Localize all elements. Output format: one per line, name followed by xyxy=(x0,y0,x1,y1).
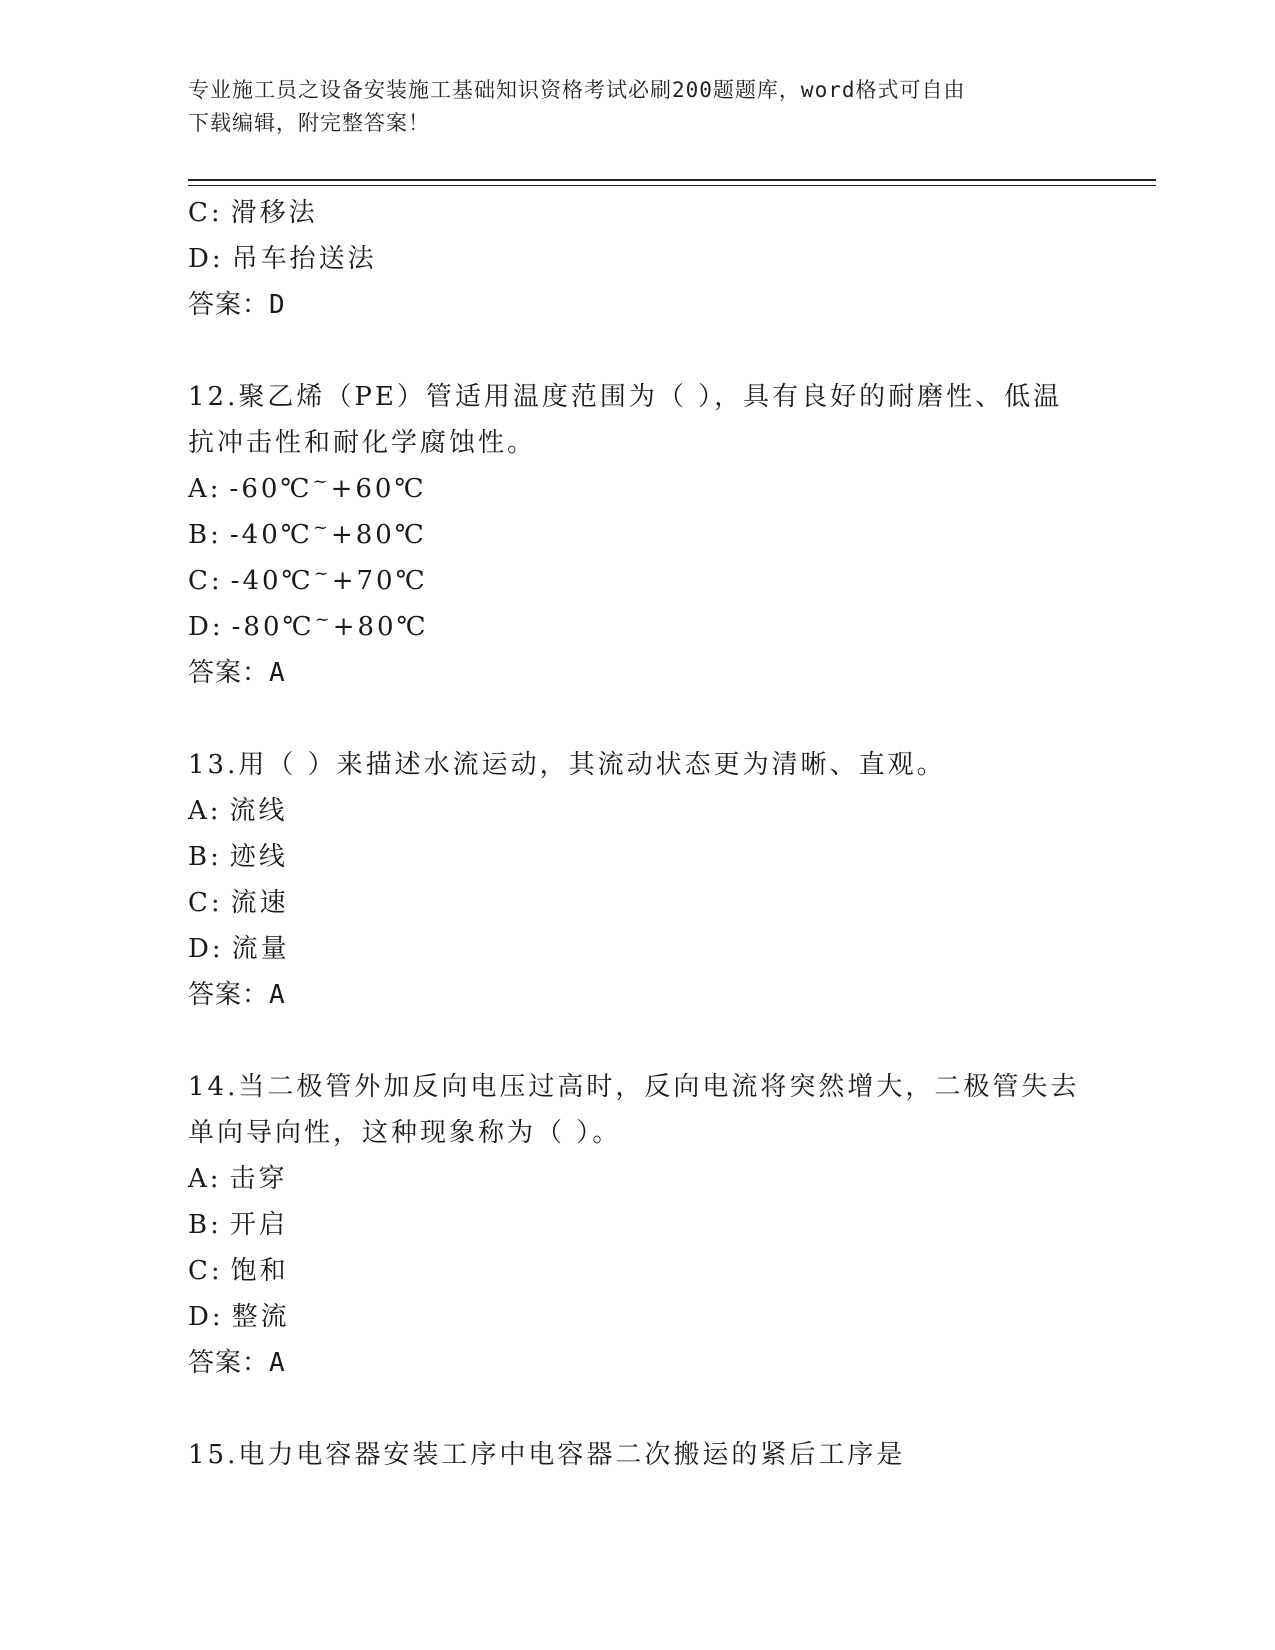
option-a: A: 击穿 xyxy=(188,1164,288,1194)
question-text-line-2: 单向导向性，这种现象称为（ ）。 xyxy=(188,1118,622,1148)
question-text-line-1: 12.聚乙烯（PE）管适用温度范围为（ ），具有良好的耐磨性、低温 xyxy=(188,382,1063,412)
option-a: A: 流线 xyxy=(188,796,288,826)
answer-value: A xyxy=(269,1348,286,1378)
option-b: B: 迹线 xyxy=(188,842,288,872)
answer-label: 答案： xyxy=(188,1348,270,1378)
option-a: A: -60℃~+60℃ xyxy=(188,471,427,504)
option-d: D: 吊车抬送法 xyxy=(188,244,377,274)
answer-line xyxy=(188,1340,1108,1386)
header-rule-thick xyxy=(188,179,1156,181)
header-rule-thin xyxy=(188,185,1156,186)
option-d: D: -80℃~+80℃ xyxy=(188,609,429,642)
header-line-2: 下载编辑，附完整答案！ xyxy=(188,111,430,135)
question-15 xyxy=(188,1432,1108,1478)
document-header xyxy=(188,74,1088,140)
answer-line xyxy=(188,282,1108,328)
question-text-line-1: 13.用（ ）来描述水流运动，其流动状态更为清晰、直观。 xyxy=(188,750,946,780)
option-b: B: 开启 xyxy=(188,1210,288,1240)
option-d: D: 整流 xyxy=(188,1302,290,1332)
header-line-1: 专业施工员之设备安装施工基础知识资格考试必刷200题题库，word格式可自由 xyxy=(188,78,966,102)
question-13 xyxy=(188,742,1108,1018)
answer-label: 答案： xyxy=(188,658,270,688)
answer-label: 答案： xyxy=(188,290,270,320)
question-text-line-1: 14.当二极管外加反向电压过高时，反向电流将突然增大，二极管失去 xyxy=(188,1072,1080,1102)
answer-line xyxy=(188,650,1108,696)
answer-value: D xyxy=(269,290,286,320)
option-text: 吊车抬送法 xyxy=(231,244,377,274)
question-14 xyxy=(188,1064,1108,1386)
option-c: C: 饱和 xyxy=(188,1256,289,1286)
option-d: D: 流量 xyxy=(188,934,290,964)
option-c: C: -40℃~+70℃ xyxy=(188,563,428,596)
answer-value: A xyxy=(269,658,286,688)
option-text: 流量 xyxy=(231,934,290,964)
question-12 xyxy=(188,374,1108,696)
option-text: 开启 xyxy=(229,1210,288,1240)
question-text-line-2: 抗冲击性和耐化学腐蚀性。 xyxy=(188,428,537,458)
option-text: 迹线 xyxy=(229,842,288,872)
option-text: 饱和 xyxy=(230,1256,289,1286)
option-b: B: -40℃~+80℃ xyxy=(188,517,427,550)
option-c: C: 流速 xyxy=(188,888,289,918)
option-c: C: 滑移法 xyxy=(188,198,318,228)
option-text: 流速 xyxy=(230,888,289,918)
option-text: 流线 xyxy=(229,796,288,826)
question-11 xyxy=(188,190,1108,328)
answer-value: A xyxy=(269,980,286,1010)
option-text: 击穿 xyxy=(229,1164,288,1194)
question-text-line-1: 15.电力电容器安装工序中电容器二次搬运的紧后工序是 xyxy=(188,1440,906,1470)
answer-line xyxy=(188,972,1108,1018)
option-text: 滑移法 xyxy=(230,198,318,228)
question-list xyxy=(188,190,1108,1478)
answer-label: 答案： xyxy=(188,980,270,1010)
option-text: 整流 xyxy=(231,1302,290,1332)
